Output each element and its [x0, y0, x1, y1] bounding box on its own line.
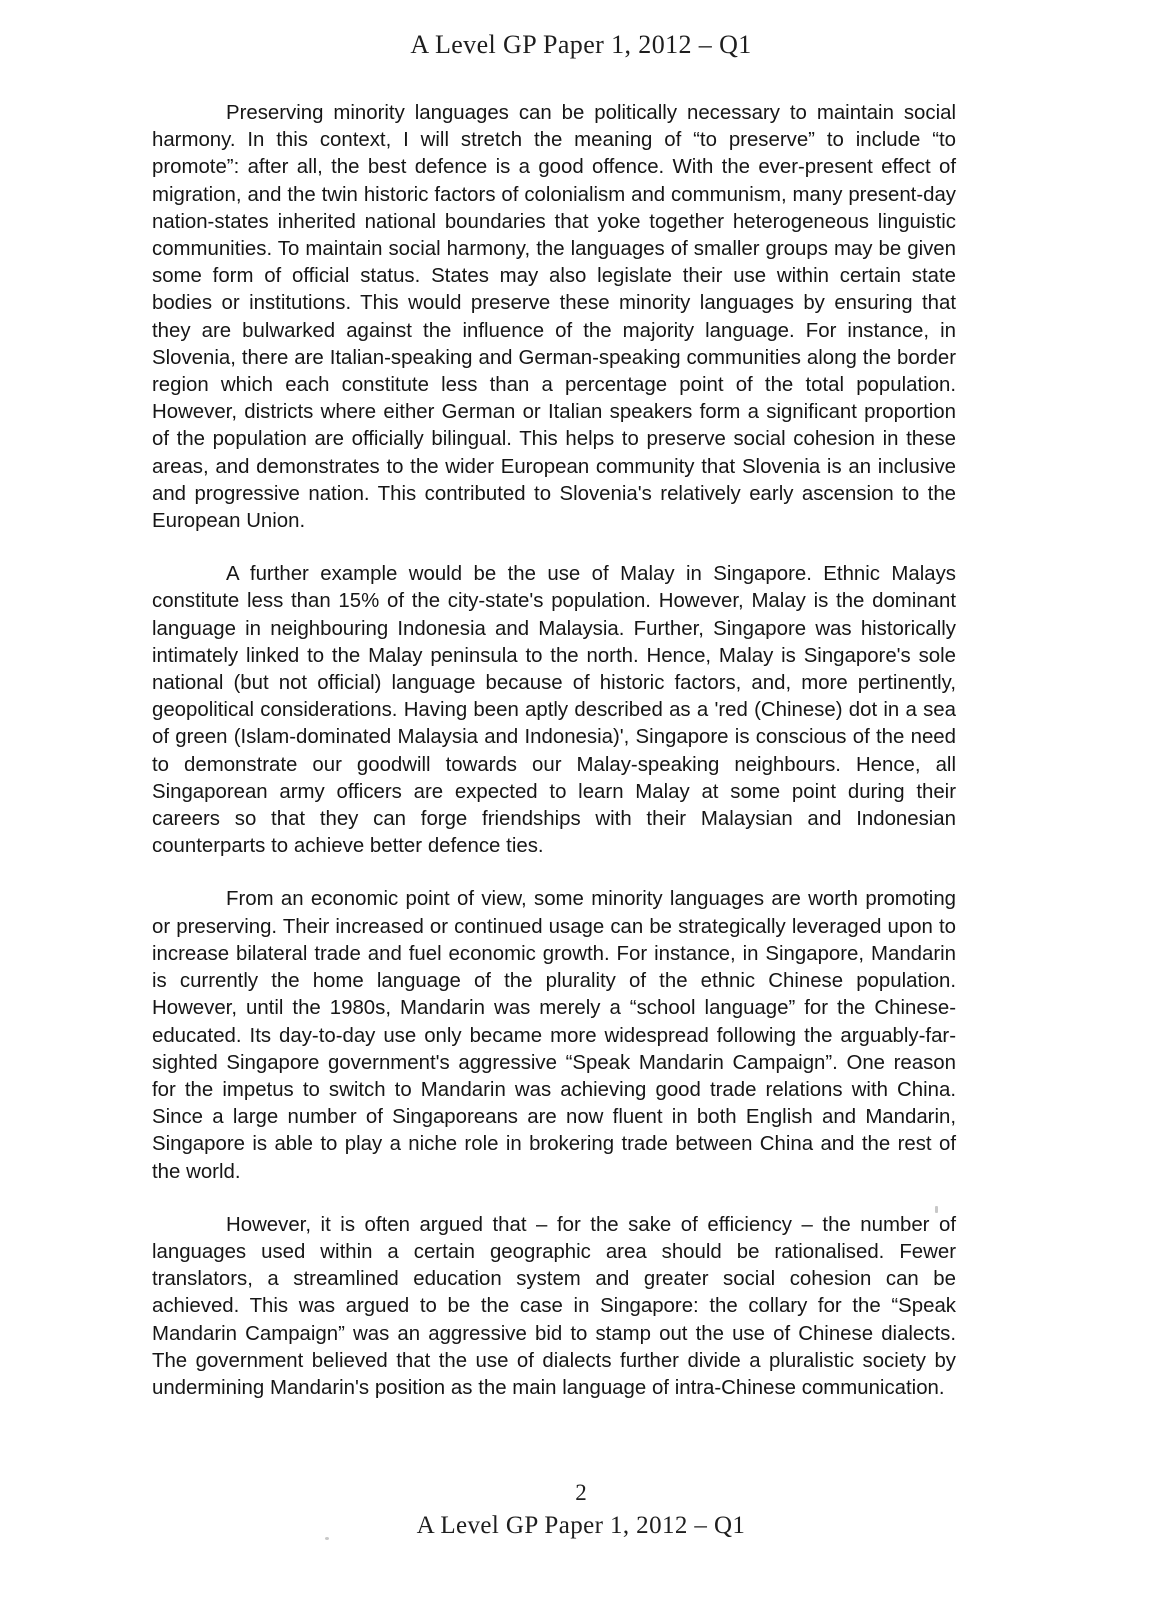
document-body — [152, 100, 956, 1402]
footer-page-number: 2 — [575, 1480, 587, 1505]
page-header-title: A Level GP Paper 1, 2012 – Q1 — [410, 30, 752, 59]
footer-title: A Level GP Paper 1, 2012 – Q1 — [416, 1512, 746, 1539]
paragraph-3: From an economic point of view, some minority languages are worth promoting or preserving. Their increased or continued usage can be strategically leveraged upon to increase bilateral trade and fuel economic growth. For instance, in Singapore, Mandarin is currently the home language of the plurality of the ethnic Chinese population. However, until the 1980s, Mandarin was merely a “school language” for the Chinese-educated. Its day-to-day use only became more widespread following the arguably-far-sighted Singapore government's aggressive “Speak Mandarin Campaign”. One reason for the impetus to switch to Mandarin was achieving good trade relations with China. Since a large number of Singaporeans are now fluent in both English and Mandarin, Singapore is able to play a niche role in brokering trade between China and the rest of the world. — [152, 888, 956, 1183]
paragraph-2: A further example would be the use of Malay in Singapore. Ethnic Malays constitute less than 15% of the city-state's population. However, Malay is the dominant language in neighbouring Indonesia and Malaysia. Further, Singapore was historically intimately linked to the Malay peninsula to the north. Hence, Malay is Singapore's sole national (but not official) language because of historic factors, and, more pertinently, geopolitical considerations. Having been aptly described as a 'red (Chinese) dot in a sea of green (Islam-dominated Malaysia and Indonesia)', Singapore is conscious of the need to demonstrate our goodwill towards our Malay-speaking neighbours. Hence, all Singaporean army officers are expected to learn Malay at some point during their careers so that they can forge friendships with their Malaysian and Indonesian counterparts to achieve better defence ties. — [152, 563, 956, 858]
paragraph-4: However, it is often argued that – for the sake of efficiency – the number of languages used within a certain geographic area should be rationalised. Fewer translators, a streamlined education system and greater social cohesion can be achieved. This was argued to be the case in Singapore: the collary for the “Speak Mandarin Campaign” was an aggressive bid to stamp out the use of Chinese dialects. The government believed that the use of dialects further divide a pluralistic society by undermining Mandarin's position as the main language of intra-Chinese communication. — [152, 1213, 956, 1399]
paragraph-1: Preserving minority languages can be politically necessary to maintain social harmony. In this context, I will stretch the meaning of “to preserve” to include “to promote”: after all, the best defence is a good offence. With the ever-present effect of migration, and the twin historic factors of colonialism and communism, many present-day nation-states inherited national boundaries that yoke together heterogeneous linguistic communities. To maintain social harmony, the languages of smaller groups may be given some form of official status. States may also legislate their use within certain state bodies or institutions. This would preserve these minority languages by ensuring that they are bulwarked against the influence of the majority language. For instance, in Slovenia, there are Italian-speaking and German-speaking communities along the border region which each constitute less than a percentage point of the total population. However, districts where either German or Italian speakers form a significant proportion of the population are officially bilingual. This helps to preserve social cohesion in these areas, and demonstrates to the wider European community that Slovenia is an inclusive and progressive nation. This contributed to Slovenia's relatively early ascension to the European Union. — [152, 102, 956, 533]
scan-artifact-speck — [935, 1206, 938, 1213]
scan-artifact-speck — [325, 1537, 329, 1540]
